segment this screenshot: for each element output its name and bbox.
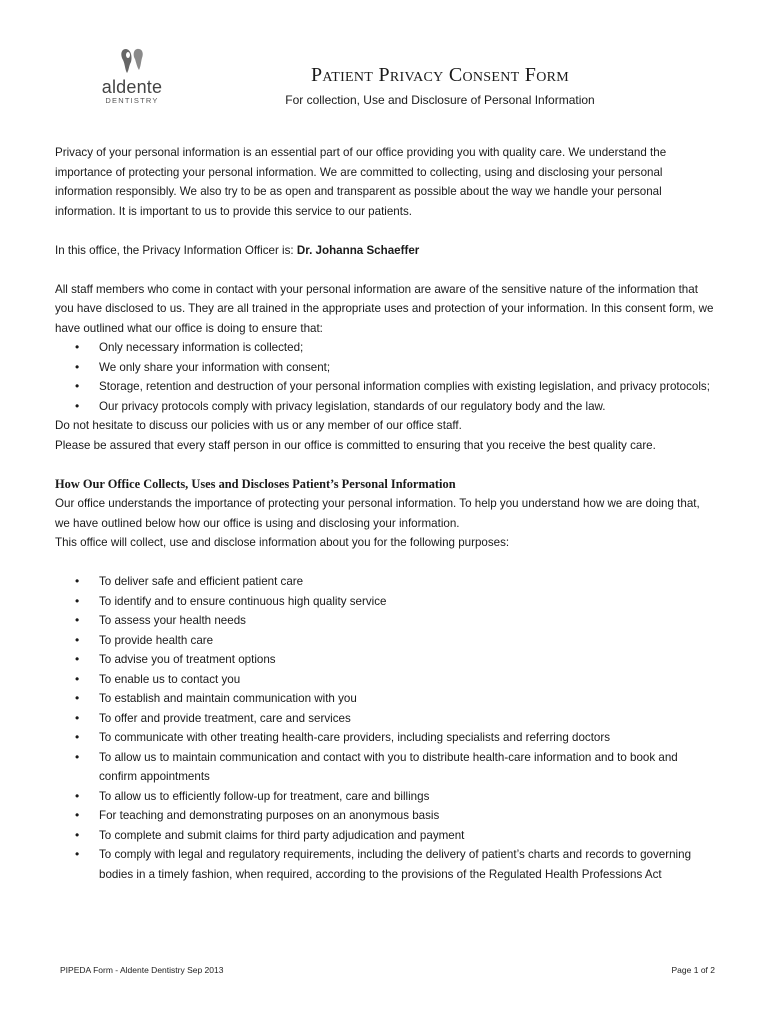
bullet-icon: • <box>75 691 80 705</box>
purposes-list <box>55 572 715 884</box>
page-subtitle: For collection, Use and Disclosure of Personal Information <box>285 93 595 107</box>
list-item: • To allow us to maintain communication and contact with you to distribute health-care information and to book and confirm appointments <box>75 749 678 783</box>
section-lead: This office will collect, use and disclose information about you for the following purposes: <box>55 536 510 549</box>
logo-name: aldente <box>101 77 163 97</box>
tooth-logo-icon <box>117 46 147 76</box>
privacy-officer-line <box>55 241 715 261</box>
bullet-icon: • <box>75 632 80 647</box>
aldente-logo <box>92 46 172 110</box>
officer-prefix: In this office, the Privacy Information Officer is: <box>55 243 297 257</box>
bullet-icon: • <box>75 788 80 803</box>
section-paragraph: Our office understands the importance of protecting your personal information. To help you understand how we are doing that, we have outlined below how our office is using and disclosing your information. <box>55 497 700 530</box>
bullet-icon: • <box>75 379 80 393</box>
bullet-icon: • <box>75 749 80 764</box>
list-item: • To allow us to efficiently follow-up for treatment, care and billings <box>55 787 715 807</box>
list-item: • To assess your health needs <box>55 611 715 631</box>
list-item: • To identify and to ensure continuous high quality service <box>55 592 715 612</box>
list-item: • To advise you of treatment options <box>55 650 715 670</box>
footer-page-number: Page 1 of 2 <box>671 965 715 975</box>
list-item: • To comply with legal and regulatory requirements, including the delivery of patient’s charts and records to governing bodies in a timely fashion, when required, according to the provisions of the Regulated Health Professions Act <box>75 847 692 881</box>
officer-name: Dr. Johanna Schaeffer <box>296 243 420 257</box>
bullet-icon: • <box>75 340 80 354</box>
bullet-icon: • <box>75 359 80 374</box>
bullet-icon: • <box>75 827 80 842</box>
intro-paragraph: Privacy of your personal information is an essential part of our office providing you with quality care. We understand the importance of protecting your personal information. We are committed to collecting, using and disclosing your personal information responsibly. We also try to be as open and transparent as possible about the way we handle your personal information. It is important to us to provide this service to our patients. <box>55 146 667 218</box>
bullet-icon: • <box>75 710 80 725</box>
list-item: • We only share your information with consent; <box>55 358 715 378</box>
list-item: • Only necessary information is collected; <box>55 338 715 358</box>
list-item: • To provide health care <box>55 631 715 651</box>
bullet-icon: • <box>75 574 80 588</box>
list-item: • To communicate with other treating health-care providers, including specialists and referring doctors <box>55 728 715 748</box>
list-item: • Storage, retention and destruction of your personal information complies with existing legislation, and privacy protocols; <box>55 377 715 397</box>
footer-form-id: PIPEDA Form - Aldente Dentistry Sep 2013 <box>60 965 224 975</box>
section-heading: How Our Office Collects, Uses and Discloses Patient’s Personal Information <box>55 476 456 491</box>
bullet-icon: • <box>75 652 80 666</box>
logo-subtitle: DENTISTRY <box>105 96 159 105</box>
list-item: • Our privacy protocols comply with privacy legislation, standards of our regulatory body and the law. <box>55 397 715 417</box>
list-item: • To offer and provide treatment, care and services <box>55 709 715 729</box>
page-title: Patient Privacy Consent Form <box>310 64 570 86</box>
list-item: • To enable us to contact you <box>55 670 715 690</box>
closing-line-2: Please be assured that every staff person in our office is committed to ensuring that you receive the best quality care. <box>55 438 656 452</box>
ensure-list <box>55 338 715 416</box>
document-body <box>55 143 715 884</box>
bullet-icon: • <box>75 808 80 822</box>
bullet-icon: • <box>75 593 80 608</box>
bullet-icon: • <box>75 730 80 744</box>
list-item: • To complete and submit claims for third party adjudication and payment <box>55 826 715 846</box>
staff-paragraph: All staff members who come in contact with your personal information are aware of the sensitive nature of the information that you have disclosed to us. They are all trained in the appropriate uses and protection of your information. In this consent form, we have outlined what our office is doing to ensure that: <box>55 282 714 335</box>
bullet-icon: • <box>75 613 80 627</box>
list-item: • For teaching and demonstrating purposes on an anonymous basis <box>55 806 715 826</box>
list-item: • To establish and maintain communication with you <box>55 689 715 709</box>
list-item: • To deliver safe and efficient patient care <box>55 572 715 592</box>
closing-line-1: Do not hesitate to discuss our policies with us or any member of our office staff. <box>55 419 462 432</box>
bullet-icon: • <box>75 847 80 861</box>
bullet-icon: • <box>75 671 80 686</box>
bullet-icon: • <box>75 398 80 413</box>
